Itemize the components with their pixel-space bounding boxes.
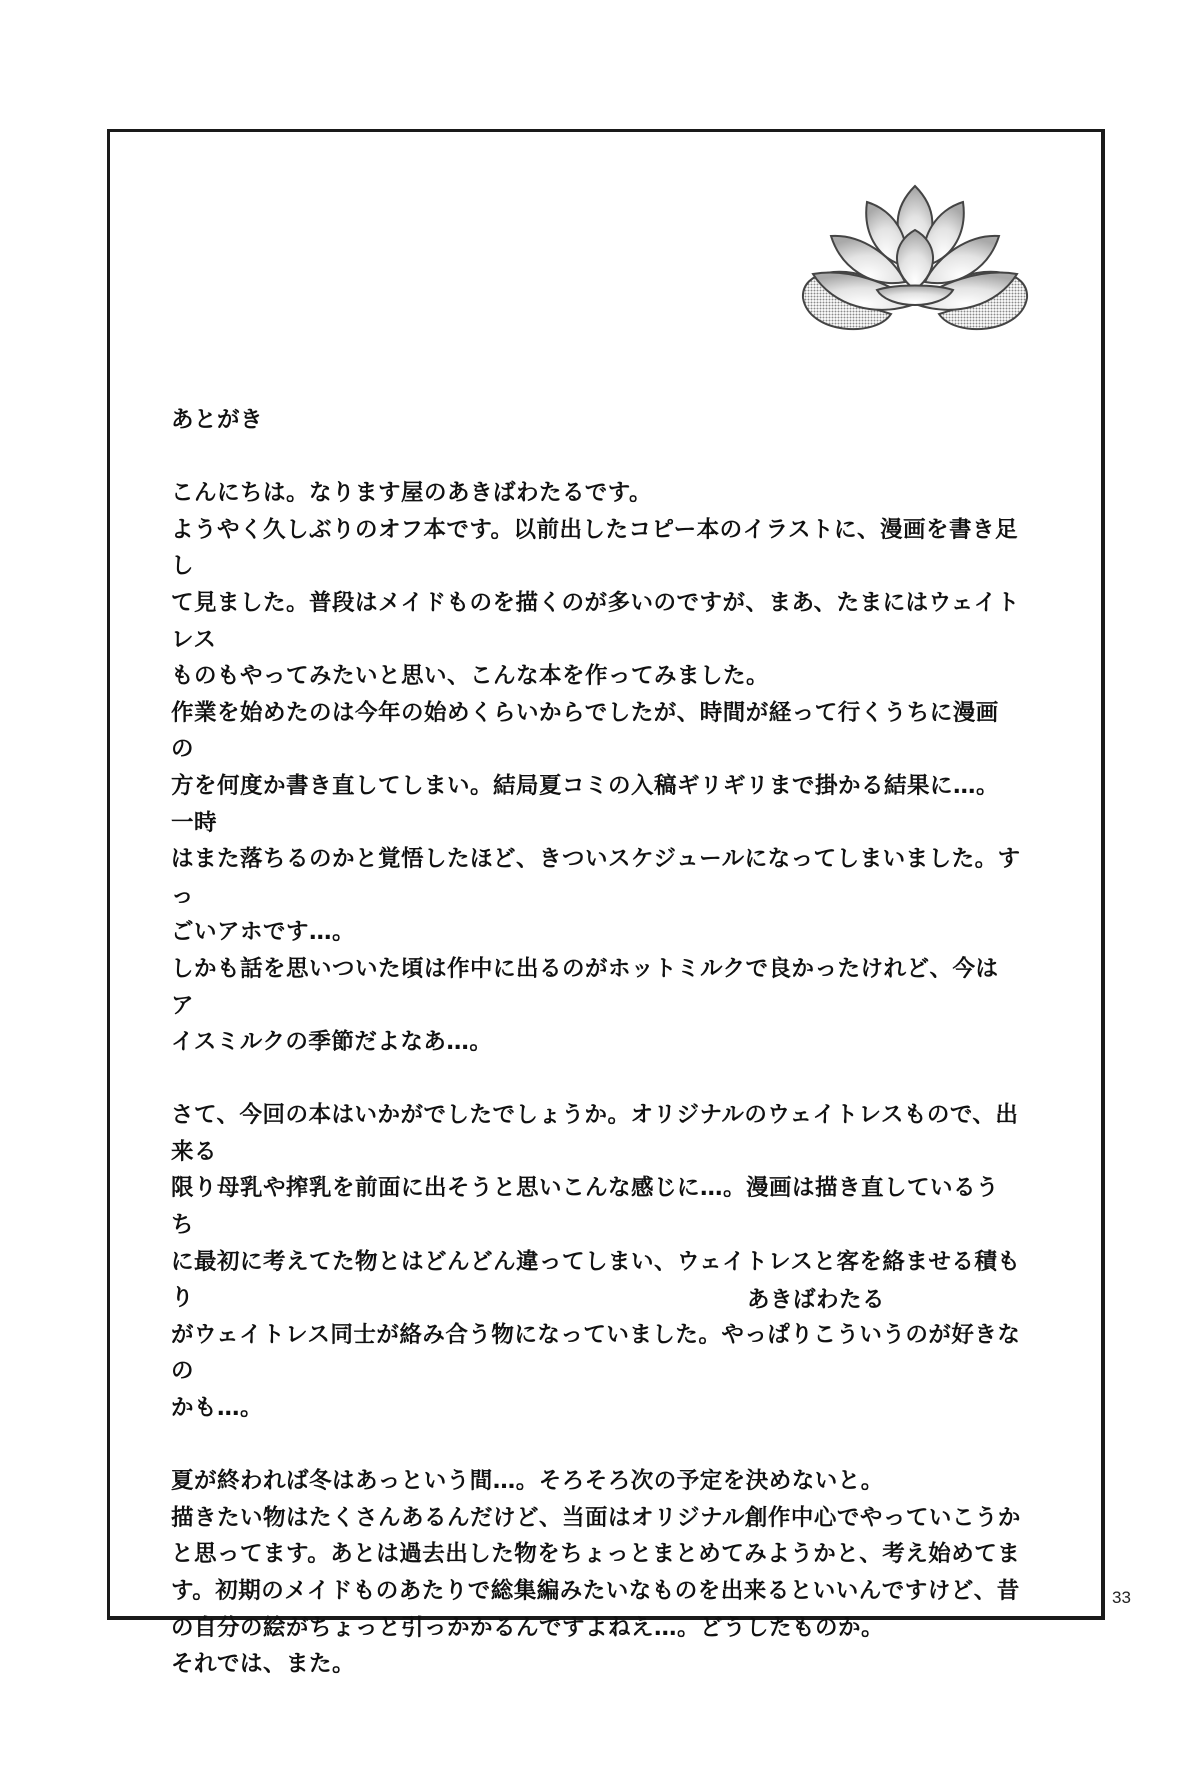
text-line: ようやく久しぶりのオフ本です。以前出したコピー本のイラストに、漫画を書き足し <box>171 516 1018 580</box>
paragraph-2 <box>171 1097 1021 1426</box>
afterword-text <box>171 402 1021 1683</box>
text-line: さて、今回の本はいかがでしたでしょうか。オリジナルのウェイトレスもので、出来る <box>171 1102 1019 1165</box>
lotus-icon <box>795 178 1035 348</box>
afterword-heading: あとがき <box>171 407 264 433</box>
text-line: イスミルクの季節だよなあ…。 <box>171 1029 493 1056</box>
text-line: ものもやってみたいと思い、こんな本を作ってみました。 <box>171 663 770 690</box>
text-line: す。初期のメイドものあたりで総集編みたいなものを出来るといいんですけど、昔 <box>171 1578 1020 1604</box>
page-number: 33 <box>1112 1588 1131 1607</box>
text-line: 作業を始めたのは今年の始めくらいからでしたが、時間が経って行くうちに漫画の <box>171 699 999 763</box>
author-signature: あきばわたる <box>747 1287 886 1313</box>
text-line: 夏が終われば冬はあっという間…。そろそろ次の予定を決めないと。 <box>171 1468 884 1495</box>
text-line: しかも話を思いついた頃は作中に出るのがホットミルクで良かったけれど、今はア <box>171 955 999 1019</box>
text-line: と思ってます。あとは過去出した物をちょっとまとめてみようかと、考え始めてま <box>171 1541 1021 1568</box>
text-line: の自分の絵がちょっと引っかかるんですよねえ…。どうしたものか。 <box>171 1614 885 1641</box>
text-line: ごいアホです…。 <box>171 919 356 946</box>
paragraph-1 <box>171 475 1021 1061</box>
text-line: はまた落ちるのかと覚悟したほど、きついスケジュールになってしまいました。すっ <box>171 846 1021 909</box>
text-line: こんにちは。なります屋のあきばわたるです。 <box>171 480 652 507</box>
text-line: かも…。 <box>171 1395 264 1422</box>
paragraph-3 <box>171 1463 1021 1683</box>
text-line: 方を何度か書き直してしまい。結局夏コミの入稿ギリギリまで掛かる結果に…。一時 <box>171 772 1000 836</box>
text-line: て見ました。普段はメイドものを描くのが多いのですが、まあ、たまにはウェイトレス <box>171 589 1020 653</box>
text-line: 描きたい物はたくさんあるんだけど、当面はオリジナル創作中心でやっていこうか <box>171 1504 1021 1531</box>
text-line: がウェイトレス同士が絡み合う物になっていました。やっぱりこういうのが好きなの <box>171 1321 1021 1385</box>
text-line: に最初に考えてた物とはどんどん違ってしまい、ウェイトレスと客を絡ませる積もり <box>171 1248 1021 1312</box>
text-line: それでは、また。 <box>171 1651 356 1678</box>
text-line: 限り母乳や搾乳を前面に出そうと思いこんな感じに…。漫画は描き直しているうち <box>171 1175 1000 1239</box>
